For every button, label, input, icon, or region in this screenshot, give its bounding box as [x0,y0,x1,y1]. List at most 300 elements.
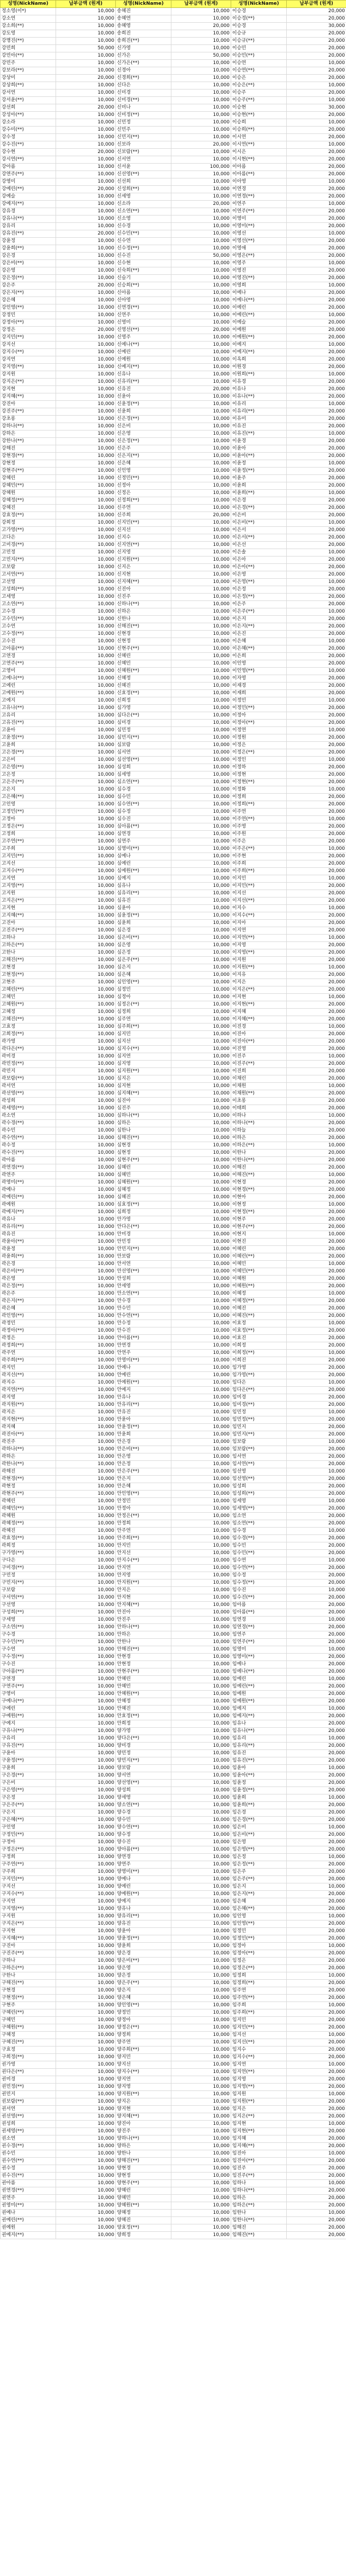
name-cell[interactable]: 구윤아 [1,1750,56,1757]
amount-cell[interactable]: 20,000 [287,2224,346,2232]
amount-cell[interactable]: 20,000 [287,408,346,416]
name-cell[interactable]: 양정희 [116,2032,171,2039]
amount-cell[interactable]: 20,000 [56,75,116,82]
name-cell[interactable]: 구유진(**) [1,1743,56,1750]
name-cell[interactable]: 곽보람(**) [1,1075,56,1083]
amount-cell[interactable]: 10,000 [56,1453,116,1461]
name-cell[interactable]: 곽인영(**) [1,1313,56,1320]
amount-cell[interactable]: 10,000 [56,846,116,853]
amount-cell[interactable]: 20,000 [287,1780,346,1787]
name-cell[interactable]: 심아름(**) [116,823,171,831]
name-cell[interactable]: 심예원(**) [116,868,171,875]
name-cell[interactable]: 이승연 [231,60,287,67]
amount-cell[interactable]: 10,000 [171,178,231,186]
amount-cell[interactable]: 10,000 [287,1142,346,1150]
name-cell[interactable]: 구지원 [1,1913,56,1920]
name-cell[interactable]: 고영미 [1,668,56,675]
amount-cell[interactable]: 20,000 [287,1928,346,1935]
amount-cell[interactable]: 10,000 [56,1579,116,1587]
amount-cell[interactable]: 10,000 [56,379,116,386]
name-cell[interactable]: 임보람(**) [231,1446,287,1453]
name-cell[interactable]: 고혜민 [1,994,56,1001]
name-cell[interactable]: 임유진 [231,1750,287,1757]
name-cell[interactable]: 곽하은 [1,1453,56,1461]
name-cell[interactable]: 강소희(**) [1,23,56,30]
name-cell[interactable]: 이예원(**) [231,334,287,342]
name-cell[interactable]: 임유나(**) [231,1728,287,1735]
amount-cell[interactable]: 10,000 [171,1787,231,1794]
name-cell[interactable]: 곽수민 [1,1127,56,1135]
name-cell[interactable]: 안윤희 [116,1431,171,1439]
amount-cell[interactable]: 10,000 [56,2217,116,2224]
name-cell[interactable]: 임지수 [231,2047,287,2054]
amount-cell[interactable]: 10,000 [171,1016,231,1024]
amount-cell[interactable]: 10,000 [56,490,116,497]
amount-cell[interactable]: 50,000 [56,45,116,52]
name-cell[interactable]: 강진아 [1,401,56,408]
amount-cell[interactable]: 20,000 [287,764,346,771]
amount-cell[interactable]: 10,000 [56,89,116,97]
amount-cell[interactable]: 10,000 [171,364,231,371]
amount-cell[interactable]: 10,000 [171,883,231,890]
name-cell[interactable]: 이지민 [231,875,287,883]
amount-cell[interactable]: 10,000 [171,38,231,45]
amount-cell[interactable]: 10,000 [171,712,231,720]
name-cell[interactable]: 이지혜(**) [231,1016,287,1024]
name-cell[interactable]: 강혜정(**) [1,497,56,505]
name-cell[interactable]: 구수연 [1,1646,56,1654]
amount-cell[interactable]: 10,000 [171,942,231,949]
amount-cell[interactable]: 20,000 [287,468,346,475]
amount-cell[interactable]: 20,000 [287,571,346,579]
name-cell[interactable]: 이혜린(**) [231,1253,287,1261]
name-cell[interactable]: 안지수(**) [116,1557,171,1565]
amount-cell[interactable]: 10,000 [171,1105,231,1112]
amount-cell[interactable]: 10,000 [171,727,231,734]
amount-cell[interactable]: 10,000 [171,816,231,823]
name-cell[interactable]: 이현경 [231,1179,287,1187]
name-cell[interactable]: 이아름 [231,164,287,171]
name-cell[interactable]: 곽유리(**) [1,1224,56,1231]
name-cell[interactable]: 신영주 [116,334,171,342]
name-cell[interactable]: 양예나 [116,1876,171,1883]
amount-cell[interactable]: 20,000 [287,1935,346,1943]
amount-cell[interactable]: 10,000 [56,2232,116,2239]
amount-cell[interactable]: 10,000 [56,2024,116,2032]
amount-cell[interactable]: 10,000 [56,1557,116,1565]
name-cell[interactable]: 양수진 [116,1839,171,1846]
name-cell[interactable]: 곽예지(**) [1,1209,56,1216]
name-cell[interactable]: 구주연(**) [1,1861,56,1869]
amount-cell[interactable]: 10,000 [171,1661,231,1668]
name-cell[interactable]: 신혜정 [116,675,171,683]
amount-cell[interactable]: 10,000 [56,1624,116,1631]
name-cell[interactable]: 이주은 [231,838,287,846]
name-cell[interactable]: 구지은(**) [1,1920,56,1928]
amount-cell[interactable]: 10,000 [171,1898,231,1906]
name-cell[interactable]: 강현주(**) [1,468,56,475]
amount-cell[interactable]: 10,000 [56,1402,116,1409]
name-cell[interactable]: 이은솔 [231,549,287,557]
amount-cell[interactable]: 20,000 [287,1898,346,1906]
amount-cell[interactable]: 20,000 [287,1150,346,1157]
amount-cell[interactable]: 10,000 [171,653,231,660]
amount-cell[interactable]: 10,000 [171,1446,231,1453]
name-cell[interactable]: 고지연 [1,875,56,883]
name-cell[interactable]: 심혜정 [116,1187,171,1194]
amount-cell[interactable]: 10,000 [56,1476,116,1483]
amount-cell[interactable]: 20,000 [287,290,346,297]
name-cell[interactable]: 임진아 [231,2150,287,2158]
name-cell[interactable]: 곽진아(**) [1,1431,56,1439]
name-cell[interactable]: 이윤아 [231,445,287,453]
amount-cell[interactable]: 20,000 [287,972,346,979]
amount-cell[interactable]: 10,000 [56,445,116,453]
amount-cell[interactable]: 20,000 [287,1846,346,1854]
name-cell[interactable]: 심해진(**) [116,1135,171,1142]
name-cell[interactable]: 신지현 [116,571,171,579]
name-cell[interactable]: 임선영 [231,1468,287,1476]
name-cell[interactable]: 임민정(**) [231,1416,287,1424]
name-cell[interactable]: 곽지연(**) [1,1387,56,1394]
name-cell[interactable]: 이하은(**) [231,1142,287,1150]
name-cell[interactable]: 이진아(**) [231,1038,287,1046]
name-cell[interactable]: 임은경 [231,1809,287,1817]
amount-cell[interactable]: 20,000 [287,1135,346,1142]
amount-cell[interactable]: 10,000 [171,1342,231,1350]
name-cell[interactable]: 심수정 [116,809,171,816]
amount-cell[interactable]: 20,000 [287,1194,346,1201]
name-cell[interactable]: 이진주(**) [231,1061,287,1068]
name-cell[interactable]: 권수경(**) [1,2143,56,2150]
amount-cell[interactable]: 10,000 [171,1691,231,1698]
amount-cell[interactable]: 10,000 [171,1453,231,1461]
amount-cell[interactable]: 10,000 [171,594,231,601]
name-cell[interactable]: 구진주(**) [1,1950,56,1958]
name-cell[interactable]: 신세영 [116,193,171,201]
name-cell[interactable]: 신수정(**) [116,245,171,253]
amount-cell[interactable]: 10,000 [171,89,231,97]
name-cell[interactable]: 신아름 [116,290,171,297]
name-cell[interactable]: 양은비(**) [116,1958,171,1965]
amount-cell[interactable]: 20,000 [287,675,346,683]
amount-cell[interactable]: 20,000 [287,216,346,223]
amount-cell[interactable]: 20,000 [287,1802,346,1809]
name-cell[interactable]: 고지은(**) [1,897,56,905]
name-cell[interactable]: 고하나 [1,935,56,942]
amount-cell[interactable]: 20,000 [287,1179,346,1187]
amount-cell[interactable]: 10,000 [56,156,116,164]
name-cell[interactable]: 이승주 [231,89,287,97]
amount-cell[interactable]: 10,000 [56,60,116,67]
name-cell[interactable]: 강보라(**) [1,67,56,75]
name-cell[interactable]: 이은지 [231,616,287,623]
amount-cell[interactable]: 20,000 [287,2187,346,2195]
amount-cell[interactable]: 10,000 [56,1720,116,1728]
name-cell[interactable]: 양은지 [116,1987,171,1995]
amount-cell[interactable]: 10,000 [171,1713,231,1720]
amount-cell[interactable]: 10,000 [171,312,231,319]
amount-cell[interactable]: 10,000 [287,1320,346,1327]
amount-cell[interactable]: 10,000 [171,534,231,542]
amount-cell[interactable]: 10,000 [56,201,116,208]
amount-cell[interactable]: 20,000 [287,186,346,193]
name-cell[interactable]: 임미경 [231,1394,287,1402]
name-cell[interactable]: 고해진(**) [1,957,56,964]
name-cell[interactable]: 이은지(**) [231,623,287,631]
amount-cell[interactable]: 10,000 [56,1735,116,1743]
amount-cell[interactable]: 10,000 [56,497,116,505]
name-cell[interactable]: 심미경 [116,720,171,727]
name-cell[interactable]: 안소연(**) [116,1290,171,1298]
name-cell[interactable]: 강혜원 [1,490,56,497]
amount-cell[interactable]: 20,000 [287,912,346,920]
name-cell[interactable]: 강수진(**) [1,141,56,149]
name-cell[interactable]: 양예린 [116,1883,171,1891]
amount-cell[interactable]: 10,000 [171,438,231,445]
name-cell[interactable]: 심영미(**) [116,846,171,853]
name-cell[interactable]: 강소라 [1,119,56,127]
amount-cell[interactable]: 20,000 [56,327,116,334]
name-cell[interactable]: 고윤아 [1,727,56,734]
name-cell[interactable]: 신보라 [116,141,171,149]
amount-cell[interactable]: 10,000 [171,1209,231,1216]
name-cell[interactable]: 구지영(**) [1,1906,56,1913]
name-cell[interactable]: 신수경 [116,223,171,230]
amount-cell[interactable]: 10,000 [171,705,231,712]
name-cell[interactable]: 안지혜(**) [116,1602,171,1609]
amount-cell[interactable]: 20,000 [287,327,346,334]
name-cell[interactable]: 이해진 [231,1164,287,1172]
amount-cell[interactable]: 10,000 [171,1631,231,1639]
name-cell[interactable]: 안유나 [116,1394,171,1402]
amount-cell[interactable]: 20,000 [171,386,231,393]
name-cell[interactable]: 신보람(**) [116,149,171,156]
name-cell[interactable]: 구주희 [1,1869,56,1876]
name-cell[interactable]: 이채린 [231,1075,287,1083]
amount-cell[interactable]: 20,000 [287,831,346,838]
name-cell[interactable]: 임다은(**) [231,1387,287,1394]
name-cell[interactable]: 양서연 [116,1772,171,1780]
name-cell[interactable]: 권영미(**) [1,2202,56,2210]
amount-cell[interactable]: 10,000 [56,2047,116,2054]
amount-cell[interactable]: 10,000 [56,1646,116,1654]
amount-cell[interactable]: 20,000 [287,794,346,801]
amount-cell[interactable]: 20,000 [287,2039,346,2047]
name-cell[interactable]: 구은지 [1,1809,56,1817]
name-cell[interactable]: 신혜민 [116,660,171,668]
name-cell[interactable]: 임지수(**) [231,2054,287,2061]
name-cell[interactable]: 강민아(**) [1,52,56,60]
amount-cell[interactable]: 10,000 [171,549,231,557]
name-cell[interactable]: 이예나(**) [231,297,287,304]
name-cell[interactable]: 임지현(**) [231,2128,287,2135]
name-cell[interactable]: 이재희 [231,690,287,697]
amount-cell[interactable]: 20,000 [287,1105,346,1112]
amount-cell[interactable]: 10,000 [171,430,231,438]
amount-cell[interactable]: 10,000 [171,275,231,282]
amount-cell[interactable]: 20,000 [287,749,346,757]
amount-cell[interactable]: 20,000 [287,1550,346,1557]
name-cell[interactable]: 강선희 [1,104,56,112]
name-cell[interactable]: 임수민(**) [231,1550,287,1557]
name-cell[interactable]: 임은정 [231,1854,287,1861]
name-cell[interactable]: 고은영(**) [1,764,56,771]
name-cell[interactable]: 임수연 [231,1557,287,1565]
name-cell[interactable]: 이지민(**) [231,883,287,890]
amount-cell[interactable]: 10,000 [56,1520,116,1528]
name-cell[interactable]: 임정은 [231,1958,287,1965]
name-cell[interactable]: 곽세영(**) [1,1105,56,1112]
name-cell[interactable]: 강지수(**) [1,349,56,356]
name-cell[interactable]: 강민희 [1,45,56,52]
name-cell[interactable]: 곽지은 [1,1409,56,1416]
amount-cell[interactable]: 20,000 [287,1920,346,1928]
name-cell[interactable]: 권서연 [1,2106,56,2113]
name-cell[interactable]: 구혜진(**) [1,2039,56,2047]
amount-cell[interactable]: 10,000 [171,1824,231,1832]
amount-cell[interactable]: 10,000 [56,1431,116,1439]
name-cell[interactable]: 권수민 [1,2150,56,2158]
amount-cell[interactable]: 10,000 [171,104,231,112]
amount-cell[interactable]: 20,000 [287,1402,346,1409]
name-cell[interactable]: 양미경 [116,1743,171,1750]
name-cell[interactable]: 이은혜(**) [231,645,287,653]
amount-cell[interactable]: 20,000 [287,1691,346,1698]
amount-cell[interactable]: 10,000 [171,631,231,638]
amount-cell[interactable]: 10,000 [56,1379,116,1387]
name-cell[interactable]: 양현주(**) [116,2180,171,2187]
amount-cell[interactable]: 20,000 [287,45,346,52]
name-cell[interactable]: 임미경(**) [231,1402,287,1409]
name-cell[interactable]: 이지아 [231,920,287,927]
name-cell[interactable]: 심진주 [116,1105,171,1112]
name-cell[interactable]: 이정인 [231,757,287,764]
amount-cell[interactable]: 10,000 [171,779,231,786]
amount-cell[interactable]: 10,000 [171,964,231,972]
amount-cell[interactable]: 20,000 [287,1313,346,1320]
amount-cell[interactable]: 20,000 [287,1431,346,1439]
name-cell[interactable]: 권예나 [1,2210,56,2217]
amount-cell[interactable]: 10,000 [56,801,116,809]
name-cell[interactable]: 신수민(**) [116,230,171,238]
name-cell[interactable]: 임수경 [231,1528,287,1535]
amount-cell[interactable]: 10,000 [56,1676,116,1683]
amount-cell[interactable]: 10,000 [171,972,231,979]
name-cell[interactable]: 신미경(**) [116,97,171,104]
amount-cell[interactable]: 10,000 [171,490,231,497]
name-cell[interactable]: 곽수진(**) [1,1150,56,1157]
name-cell[interactable]: 이은서 [231,527,287,534]
name-cell[interactable]: 권보람(**) [1,2098,56,2106]
amount-cell[interactable]: 20,000 [287,594,346,601]
name-cell[interactable]: 구한나 [1,1972,56,1980]
amount-cell[interactable]: 10,000 [171,193,231,201]
name-cell[interactable]: 이유진(**) [231,430,287,438]
amount-cell[interactable]: 10,000 [171,1157,231,1164]
amount-cell[interactable]: 10,000 [56,883,116,890]
amount-cell[interactable]: 10,000 [56,2224,116,2232]
name-cell[interactable]: 고주희 [1,846,56,853]
name-cell[interactable]: 이하은 [231,1135,287,1142]
name-cell[interactable]: 이유나(**) [231,393,287,401]
amount-cell[interactable]: 10,000 [56,1587,116,1594]
amount-cell[interactable]: 10,000 [171,186,231,193]
amount-cell[interactable]: 10,000 [171,2202,231,2210]
amount-cell[interactable]: 10,000 [56,82,116,89]
amount-cell[interactable]: 10,000 [56,468,116,475]
amount-cell[interactable]: 10,000 [171,2158,231,2165]
name-cell[interactable]: 신미정(**) [116,112,171,119]
amount-cell[interactable]: 20,000 [287,1995,346,2002]
amount-cell[interactable]: 10,000 [56,853,116,860]
name-cell[interactable]: 임정민 [231,1928,287,1935]
amount-cell[interactable]: 20,000 [287,660,346,668]
amount-cell[interactable]: 10,000 [171,1802,231,1809]
name-cell[interactable]: 이정화 [231,786,287,794]
name-cell[interactable]: 신은주 [116,445,171,453]
amount-cell[interactable]: 20,000 [287,1639,346,1646]
amount-cell[interactable]: 10,000 [171,1757,231,1765]
amount-cell[interactable]: 10,000 [56,1068,116,1075]
name-cell[interactable]: 심효정(**) [116,1201,171,1209]
name-cell[interactable]: 고주연(**) [1,838,56,846]
amount-cell[interactable]: 20,000 [56,149,116,156]
header-name-2[interactable]: 성명(NickName) [116,1,171,8]
amount-cell[interactable]: 20,000 [287,497,346,505]
name-cell[interactable]: 임은정(**) [231,1861,287,1869]
name-cell[interactable]: 심유나 [116,883,171,890]
amount-cell[interactable]: 10,000 [171,379,231,386]
amount-cell[interactable]: 10,000 [171,927,231,935]
amount-cell[interactable]: 10,000 [56,734,116,742]
amount-cell[interactable]: 20,000 [287,838,346,846]
amount-cell[interactable]: 20,000 [287,245,346,253]
name-cell[interactable]: 임수민 [231,1542,287,1550]
name-cell[interactable]: 구지연 [1,1898,56,1906]
name-cell[interactable]: 신경희(**) [116,75,171,82]
amount-cell[interactable]: 30,000 [287,104,346,112]
amount-cell[interactable]: 20,000 [287,1602,346,1609]
amount-cell[interactable]: 10,000 [56,1024,116,1031]
name-cell[interactable]: 심수연(**) [116,801,171,809]
amount-cell[interactable]: 10,000 [171,1913,231,1920]
name-cell[interactable]: 고은경(**) [1,749,56,757]
name-cell[interactable]: 심수진 [116,816,171,823]
amount-cell[interactable]: 10,000 [56,608,116,616]
name-cell[interactable]: 송혜영 [116,23,171,30]
name-cell[interactable]: 심가영 [116,705,171,712]
amount-cell[interactable]: 10,000 [56,1535,116,1542]
amount-cell[interactable]: 10,000 [56,935,116,942]
amount-cell[interactable]: 20,000 [287,2009,346,2017]
name-cell[interactable]: 이현주 [231,1216,287,1224]
name-cell[interactable]: 임아름 [231,1602,287,1609]
amount-cell[interactable]: 10,000 [171,868,231,875]
amount-cell[interactable]: 20,000 [171,201,231,208]
name-cell[interactable]: 곽은정(**) [1,1283,56,1290]
name-cell[interactable]: 양해진(**) [116,2158,171,2165]
amount-cell[interactable]: 20,000 [287,1491,346,1498]
amount-cell[interactable]: 10,000 [171,1676,231,1683]
amount-cell[interactable]: 10,000 [171,2098,231,2106]
amount-cell[interactable]: 10,000 [171,675,231,683]
name-cell[interactable]: 신현경 [116,631,171,638]
name-cell[interactable]: 신승희(**) [116,282,171,290]
name-cell[interactable]: 곽유나 [1,1216,56,1224]
amount-cell[interactable]: 10,000 [56,1372,116,1379]
amount-cell[interactable]: 10,000 [56,30,116,38]
